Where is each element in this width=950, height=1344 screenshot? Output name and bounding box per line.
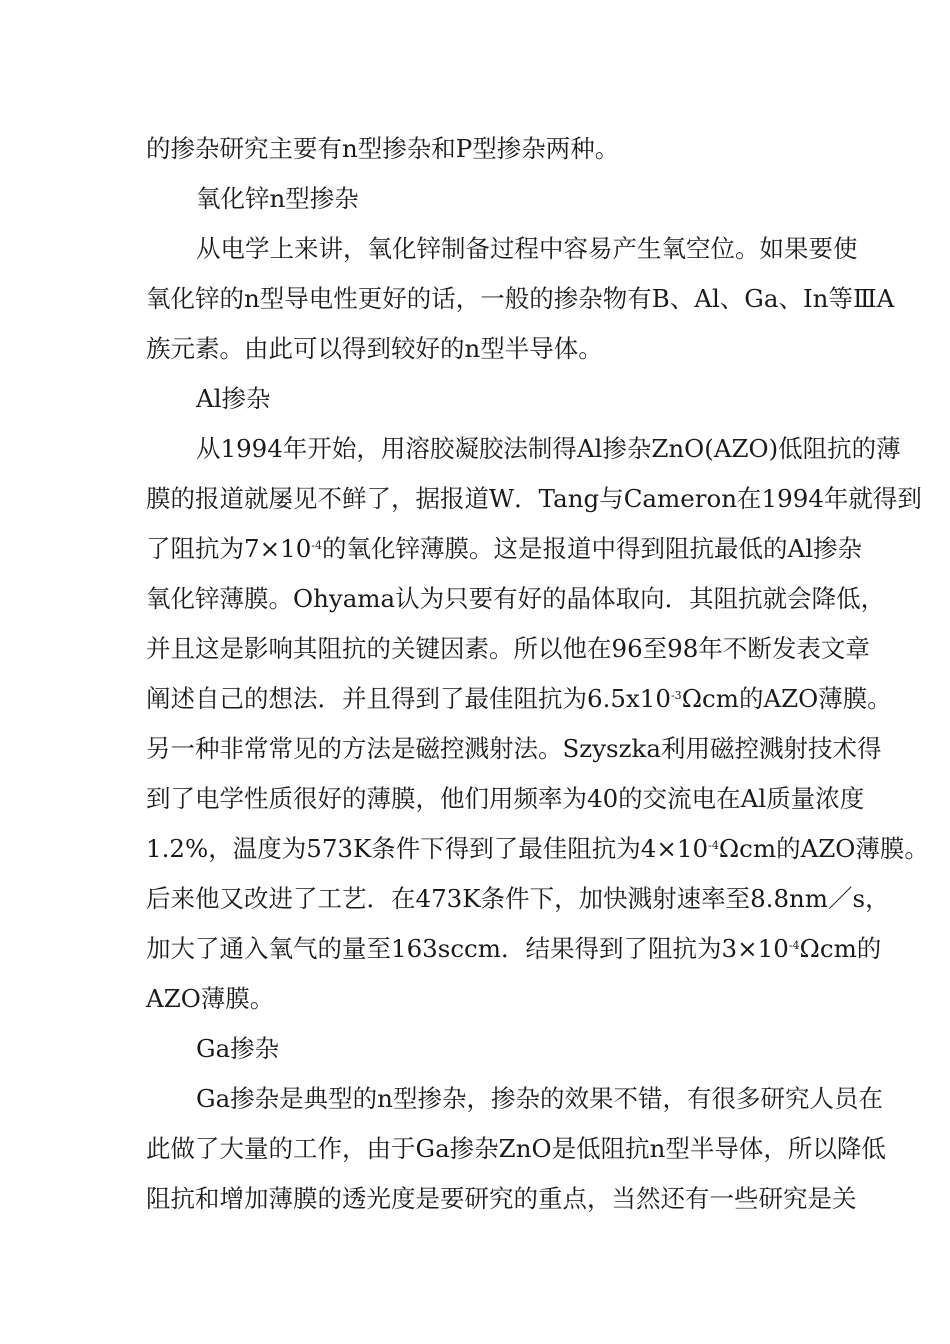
text-run: 加大了通入氧气的量至163sccm．结果得到了阻抗为3×10 xyxy=(146,934,789,963)
text-run: 1.2%，温度为573K条件下得到了最佳阻抗为4×10 xyxy=(146,834,709,863)
text-run: 的氧化锌薄膜。这是报道中得到阻抗最低的Al掺杂 xyxy=(322,534,863,563)
paragraph-line xyxy=(146,834,929,864)
paragraph-line xyxy=(146,534,862,564)
paragraph-line: 后来他又改进了工艺．在473K条件下，加快溅射速率至8.8nm／s， xyxy=(146,884,890,913)
paragraph-line xyxy=(146,934,881,964)
text-run: Ωcm的AZO薄膜。 xyxy=(718,834,929,863)
paragraph-line: 从1994年开始，用溶胶凝胶法制得Al掺杂ZnO(AZO)低阻抗的薄 xyxy=(196,434,901,463)
superscript-exponent: -4 xyxy=(311,538,323,552)
paragraph-line: AZO薄膜。 xyxy=(146,984,275,1013)
text-run: Ωcm的 xyxy=(799,934,882,963)
superscript-exponent: -4 xyxy=(708,838,719,852)
paragraph-line: Ga掺杂是典型的n型掺杂，掺杂的效果不错，有很多研究人员在 xyxy=(196,1084,883,1113)
superscript-exponent: -4 xyxy=(788,938,800,952)
paragraph-line: 氧化锌的n型导电性更好的话，一般的掺杂物有B、Al、Ga、In等ⅢA xyxy=(146,284,895,313)
paragraph-line: 的掺杂研究主要有n型掺杂和P型掺杂两种。 xyxy=(146,134,620,163)
paragraph-line: 从电学上来讲，氧化锌制备过程中容易产生氧空位。如果要使 xyxy=(196,234,858,263)
section-heading-ga-doping: Ga掺杂 xyxy=(196,1034,280,1063)
text-run: 了阻抗为7×10 xyxy=(146,534,312,563)
section-heading-al-doping: Al掺杂 xyxy=(196,384,271,413)
section-heading-zno-n-doping: 氧化锌n型掺杂 xyxy=(196,184,359,213)
paragraph-line: 另一种非常常见的方法是磁控溅射法。Szyszka利用磁控溅射技术得 xyxy=(146,734,882,763)
paragraph-line: 并且这是影响其阻抗的关键因素。所以他在96至98年不断发表文章 xyxy=(146,634,870,663)
text-run: 阐述自己的想法．并且得到了最佳阻抗为6.5x10 xyxy=(146,684,671,713)
paragraph-line: 到了电学性质很好的薄膜，他们用频率为40的交流电在Al质量浓度 xyxy=(146,784,865,813)
paragraph-line: 阻抗和增加薄膜的透光度是要研究的重点，当然还有一些研究是关 xyxy=(146,1184,857,1213)
text-run: Ωcm的AZO薄膜。 xyxy=(681,684,892,713)
paragraph-line: 此做了大量的工作，由于Ga掺杂ZnO是低阻抗n型半导体，所以降低 xyxy=(146,1134,886,1163)
superscript-exponent: -3 xyxy=(670,688,682,702)
paragraph-line xyxy=(146,684,892,714)
paragraph-line: 族元素。由此可以得到较好的n型半导体。 xyxy=(146,334,603,363)
paragraph-line: 膜的报道就屡见不鲜了，据报道W．Tang与Cameron在1994年就得到 xyxy=(146,484,922,513)
paragraph-line: 氧化锌薄膜。Ohyama认为只要有好的晶体取向．其阻抗就会降低， xyxy=(146,584,886,613)
